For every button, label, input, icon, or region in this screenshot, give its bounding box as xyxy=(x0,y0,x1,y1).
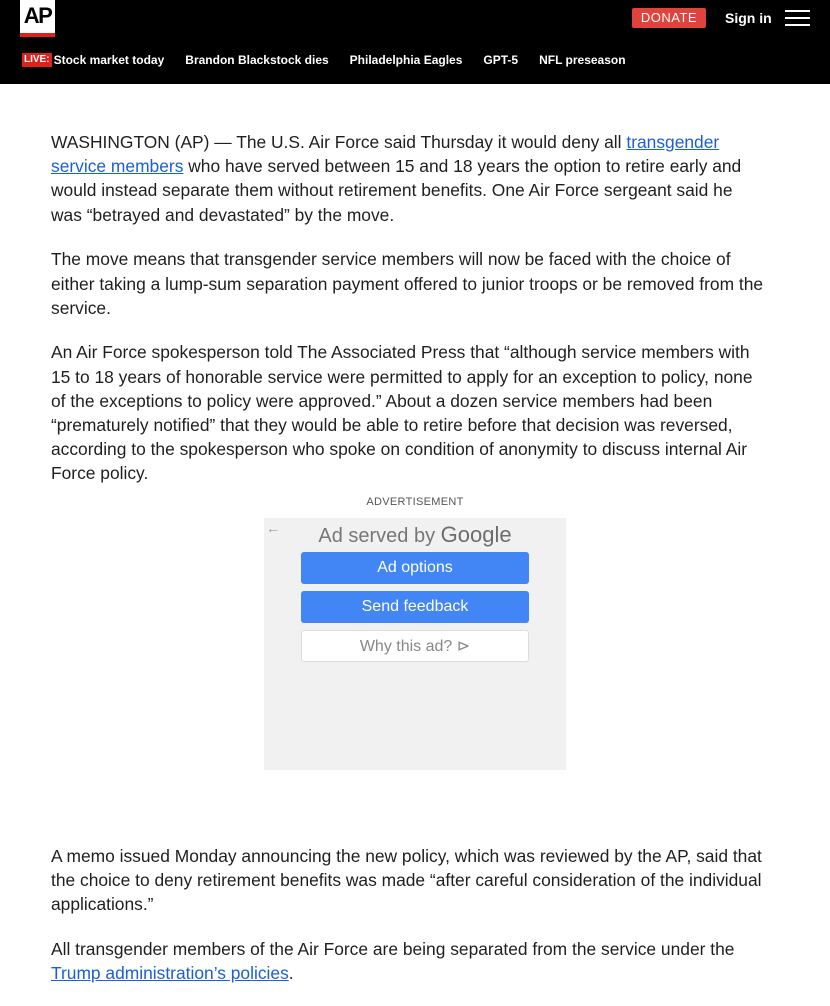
trending-link-stock-market[interactable]: Stock market today xyxy=(53,53,165,67)
trending-topics-bar xyxy=(22,52,647,68)
article-paragraph: An Air Force spokesperson told The Associated Press that “although service members with 15 to 18 years of honorable service were permitted to apply for an exception to policy, none of the exceptions to policy were approved.” About a dozen service members had been “prematurely notified” that they would be able to retire before that decision was reversed, according to the spokesperson who spoke on condition of anonymity to discuss internal Air Force policy. xyxy=(51,342,753,484)
article-paragraph xyxy=(51,130,767,227)
ap-logo[interactable]: AP xyxy=(20,0,55,37)
ad-container xyxy=(264,518,566,770)
trending-link-gpt5[interactable]: GPT-5 xyxy=(483,53,519,67)
trending-link-brandon-blackstock[interactable]: Brandon Blackstock dies xyxy=(185,53,329,67)
article-paragraph xyxy=(51,937,767,985)
top-navigation-bar xyxy=(0,0,830,84)
article-paragraph: The move means that transgender service members will now be faced with the choice of either taking a lump-sum separation payment offered to junior troops or be removed from the service. xyxy=(51,249,764,318)
paragraph-text: who have served between 15 and 18 years the option to retire early and would instead separate them without retirement benefits. One Air Force sergeant said he was “betrayed and devastated” by the move. xyxy=(51,156,742,225)
ad-served-text: Ad served by xyxy=(318,525,436,547)
paragraph-text: WASHINGTON (AP) — The U.S. Air Force said Thursday it would deny all xyxy=(51,132,627,152)
back-arrow-icon[interactable]: ← xyxy=(266,520,280,536)
donate-button[interactable]: DONATE xyxy=(632,8,706,28)
ad-options-button[interactable]: Ad options xyxy=(301,552,529,584)
transgender-service-members-link[interactable]: transgender service members xyxy=(51,132,720,177)
send-feedback-button[interactable]: Send feedback xyxy=(301,591,529,623)
trending-link-nfl-preseason[interactable]: NFL preseason xyxy=(539,53,626,67)
article-paragraph: A memo issued Monday announcing the new policy, which was reviewed by the AP, said that the choice to deny retirement benefits was made “after careful consideration of the individual applications.” xyxy=(51,845,762,915)
paragraph-text: . xyxy=(288,962,294,983)
trump-administration-policies-link[interactable]: Trump administration’s policies xyxy=(51,962,289,983)
paragraph-text: All transgender members of the Air Force are being separated from the service under the xyxy=(51,938,735,959)
live-badge: LIVE: xyxy=(24,54,50,65)
trending-link-philadelphia-eagles[interactable]: Philadelphia Eagles xyxy=(349,53,463,67)
sign-in-link[interactable]: Sign in xyxy=(725,10,772,26)
why-this-ad-button[interactable]: Why this ad? ⊳ xyxy=(301,630,529,662)
advertisement-label: ADVERTISEMENT xyxy=(366,496,464,508)
google-brand: Google xyxy=(440,522,512,547)
ad-served-by xyxy=(264,522,566,548)
hamburger-menu-icon[interactable] xyxy=(785,10,810,26)
